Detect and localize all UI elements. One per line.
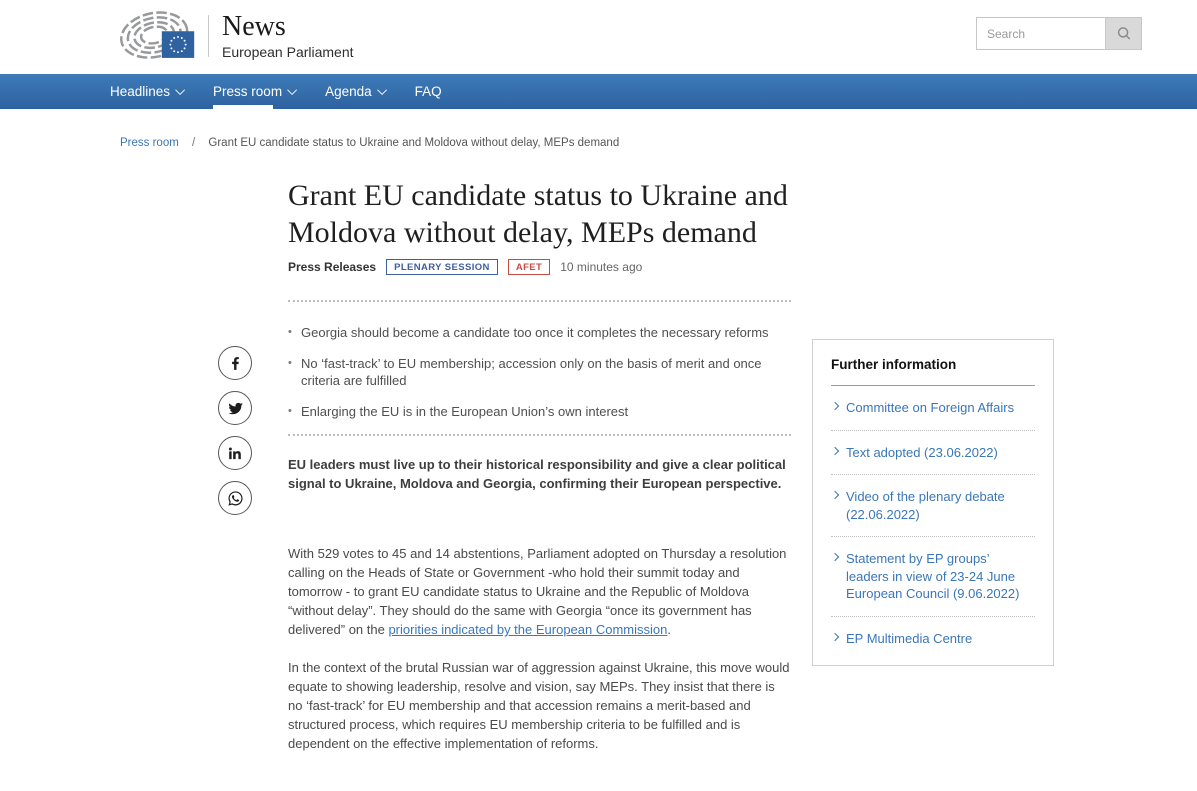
twitter-icon [227, 400, 244, 417]
key-points-list [288, 324, 791, 420]
link-ep-multimedia-centre[interactable] [831, 617, 1035, 661]
article-lead: EU leaders must live up to their historical responsibility and give a clear political signal to Ukraine, Moldova and Georgia, confirming their European perspective. [288, 457, 786, 491]
link-label: Committee on Foreign Affairs [846, 400, 1015, 415]
chevron-right-icon [831, 446, 839, 454]
nav-label: Agenda [325, 84, 372, 99]
priorities-commission-link[interactable]: priorities indicated by the European Commission [388, 622, 668, 637]
article-meta [288, 259, 791, 275]
social-share-column [218, 346, 252, 515]
article-paragraph-2: In the context of the brutal Russian war of aggression against Ukraine, this move would equate to showing leadership, resolve and vision, say MEPs. They insist that there is no ‘fast-track’ for EU membership and that accession remains a merit-based and structured process, which requires EU membership criteria to be fulfilled and is dependent on the effective implementation of reforms. [288, 660, 790, 751]
nav-label: Press room [213, 84, 283, 99]
key-point: • No ‘fast-track’ to EU membership; accession only on the basis of merit and once criteria are fulfilled [288, 355, 791, 389]
article-paragraph-1 [288, 544, 791, 639]
plenary-session-badge[interactable]: PLENARY SESSION [386, 259, 498, 275]
search-icon [1115, 25, 1133, 43]
eu-flag-icon [162, 31, 194, 58]
facebook-share-button[interactable] [218, 346, 252, 380]
chevron-down-icon [175, 85, 185, 95]
european-parliament-logo-icon [118, 8, 198, 64]
nav-item-headlines[interactable] [96, 74, 199, 109]
chevron-right-icon [831, 491, 839, 499]
chevron-right-icon [831, 632, 839, 640]
breadcrumb-current: Grant EU candidate status to Ukraine and Moldova without delay, MEPs demand [208, 137, 620, 149]
linkedin-share-button[interactable] [218, 436, 252, 470]
facebook-icon [227, 355, 244, 372]
article [288, 177, 791, 753]
further-information-panel [812, 339, 1054, 666]
link-label: EP Multimedia Centre [846, 630, 973, 646]
breadcrumb-press-room-link[interactable]: Press room [120, 137, 179, 149]
article-title: Grant EU candidate status to Ukraine and Moldova without delay, MEPs demand [288, 179, 788, 249]
site-title: News [222, 10, 286, 42]
paragraph-text: With 529 votes to 45 and 14 abstentions, Parliament adopted on Thursday a resolution calling on the Heads of State or Government -who hold their summit today and tomorrow - to grant EU candidate status to Ukraine and the Republic of Moldova “without delay”. They should do the same with Georgia “once its government has delivered” on the [288, 546, 787, 637]
search-button[interactable] [1106, 17, 1142, 50]
further-information-title: Further information [831, 357, 957, 372]
nav-item-press-room[interactable] [199, 74, 311, 109]
ep-logo[interactable] [118, 8, 354, 64]
linkedin-icon [227, 445, 244, 462]
chevron-down-icon [377, 85, 387, 95]
dotted-divider [288, 300, 791, 302]
paragraph-text: . [667, 622, 671, 637]
twitter-share-button[interactable] [218, 391, 252, 425]
main-nav [0, 74, 1197, 109]
link-statement-ep-groups[interactable] [831, 537, 1035, 617]
link-label: Text adopted (23.06.2022) [846, 444, 998, 460]
dotted-divider [288, 434, 791, 436]
header-divider [208, 15, 209, 57]
site-header [0, 0, 1197, 74]
article-timestamp: 10 minutes ago [560, 260, 643, 274]
site-subtitle: European Parliament [222, 44, 354, 61]
search-input[interactable] [976, 17, 1106, 50]
breadcrumb [120, 137, 1197, 149]
key-point: • Georgia should become a candidate too once it completes the necessary reforms [288, 324, 791, 341]
whatsapp-share-button[interactable] [218, 481, 252, 515]
breadcrumb-separator: / [192, 137, 196, 149]
link-video-plenary-debate[interactable] [831, 475, 1035, 537]
afet-committee-badge[interactable]: AFET [508, 259, 550, 275]
link-label: Statement by EP groups’ leaders in view of 23-24 June European Council (9.06.2022) [846, 551, 1020, 601]
whatsapp-icon [227, 490, 244, 507]
nav-item-agenda[interactable] [311, 74, 401, 109]
chevron-right-icon [831, 553, 839, 561]
chevron-down-icon [287, 85, 297, 95]
link-text-adopted[interactable] [831, 431, 1035, 476]
nav-item-faq[interactable] [401, 74, 456, 109]
nav-label: FAQ [414, 84, 442, 99]
key-point: • Enlarging the EU is in the European Union’s own interest [288, 403, 791, 420]
chevron-right-icon [831, 402, 839, 410]
link-label: Video of the plenary debate (22.06.2022) [846, 489, 1005, 522]
article-category: Press Releases [288, 260, 377, 274]
search-box [976, 17, 1142, 50]
link-committee-foreign-affairs[interactable] [831, 386, 1035, 431]
nav-label: Headlines [110, 84, 171, 99]
